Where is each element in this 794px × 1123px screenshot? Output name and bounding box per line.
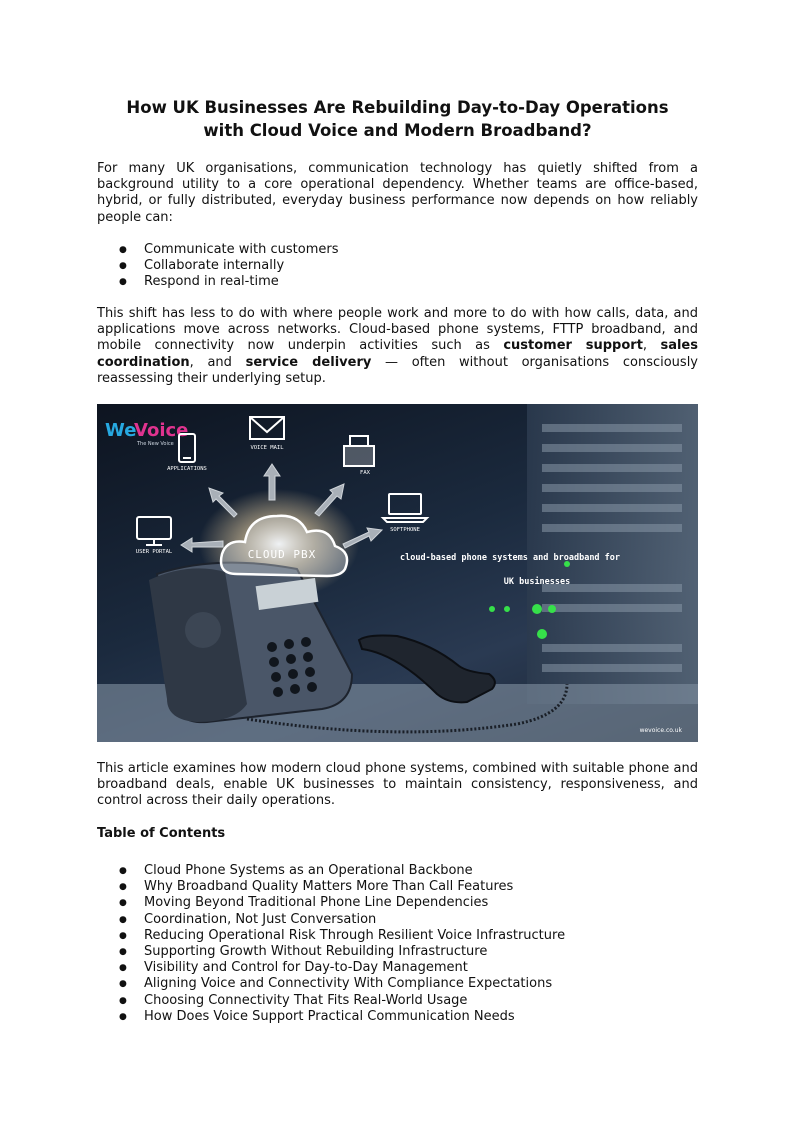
term-sales-coordination: sales coordination [97,338,698,370]
toc-heading: Table of Contents [97,826,226,841]
figure-watermark: wevoice.co.uk [639,727,682,734]
intro-paragraph: For many UK organisations, communication technology has quietly shifted from a background utility to a core operational dependency. Whether teams are office-based, hybrid, or fully distributed, everyday business performance now depends on how reliably people can: [97,161,698,225]
logo-text-we: We [105,420,137,441]
toc-item[interactable]: ● Choosing Connectivity That Fits Real-World Usage [97,993,565,1009]
toc-item[interactable]: ● Why Broadband Quality Matters More Than Call Features [97,879,565,895]
toc-item[interactable]: ● Reducing Operational Risk Through Resilient Voice Infrastructure [97,928,565,944]
figure-caption-line-1: cloud-based phone systems and broadband for [399,553,621,563]
shift-tail: — often without organisations consciously reassessing their underlying setup. [97,354,698,386]
logo-text-voice: Voice [134,420,189,441]
label-voicemail: VOICE MAIL [250,445,284,451]
intro-bullet: ● Communicate with customers [97,242,339,258]
toc-item[interactable]: ● Aligning Voice and Connectivity With Compliance Expectations [97,976,565,992]
cloud-pbx-illustration [97,404,698,742]
article-summary-paragraph: This article examines how modern cloud phone systems, combined with suitable phone and broadband deals, enable UK businesses to maintain consistency, responsiveness, and control across their daily operations. [97,761,698,809]
label-fax: FAX [360,470,370,476]
title-line-2: with Cloud Voice and Modern Broadband? [203,121,592,140]
user-portal-icon [137,517,171,545]
toc-item[interactable]: ● Moving Beyond Traditional Phone Line Dependencies [97,895,565,911]
term-service-delivery: service delivery [245,354,372,370]
toc-item[interactable]: ● How Does Voice Support Practical Communication Needs [97,1009,565,1025]
toc-item[interactable]: ● Cloud Phone Systems as an Operational Backbone [97,863,565,879]
logo-tagline: The New Voice [137,441,174,447]
separator: , [642,338,661,354]
illustration-svg [97,404,698,742]
wevoice-logo [105,420,188,447]
shift-lead: This shift has less to do with where people work and more to do with how calls, data, and applications move across networks. Cloud-based phone systems, FTTP broadband, and mobile connectivity now underpin activities such as [97,306,698,354]
voicemail-icon [250,417,284,439]
toc-list [97,863,565,1025]
toc-item[interactable]: ● Visibility and Control for Day-to-Day Management [97,960,565,976]
intro-bullet: ● Respond in real-time [97,274,339,290]
label-user-portal: USER PORTAL [135,549,173,555]
shift-paragraph [97,306,698,387]
article-title [97,96,698,142]
title-line-1: How UK Businesses Are Rebuilding Day-to-Day Operations [126,98,669,117]
toc-item[interactable]: ● Coordination, Not Just Conversation [97,912,565,928]
label-softphone: SOFTPHONE [390,527,420,533]
intro-bullet-list [97,242,339,291]
label-applications: APPLICATIONS [167,466,207,472]
cloud-pbx-label: CLOUD PBX [247,548,317,561]
term-customer-support: customer support [503,338,643,354]
figure-caption-line-2: UK businesses [503,577,571,587]
intro-bullet: ● Collaborate internally [97,258,339,274]
softphone-icon [383,494,427,522]
toc-item[interactable]: ● Supporting Growth Without Rebuilding Infrastructure [97,944,565,960]
fax-icon [344,436,374,466]
separator: , and [189,354,246,370]
